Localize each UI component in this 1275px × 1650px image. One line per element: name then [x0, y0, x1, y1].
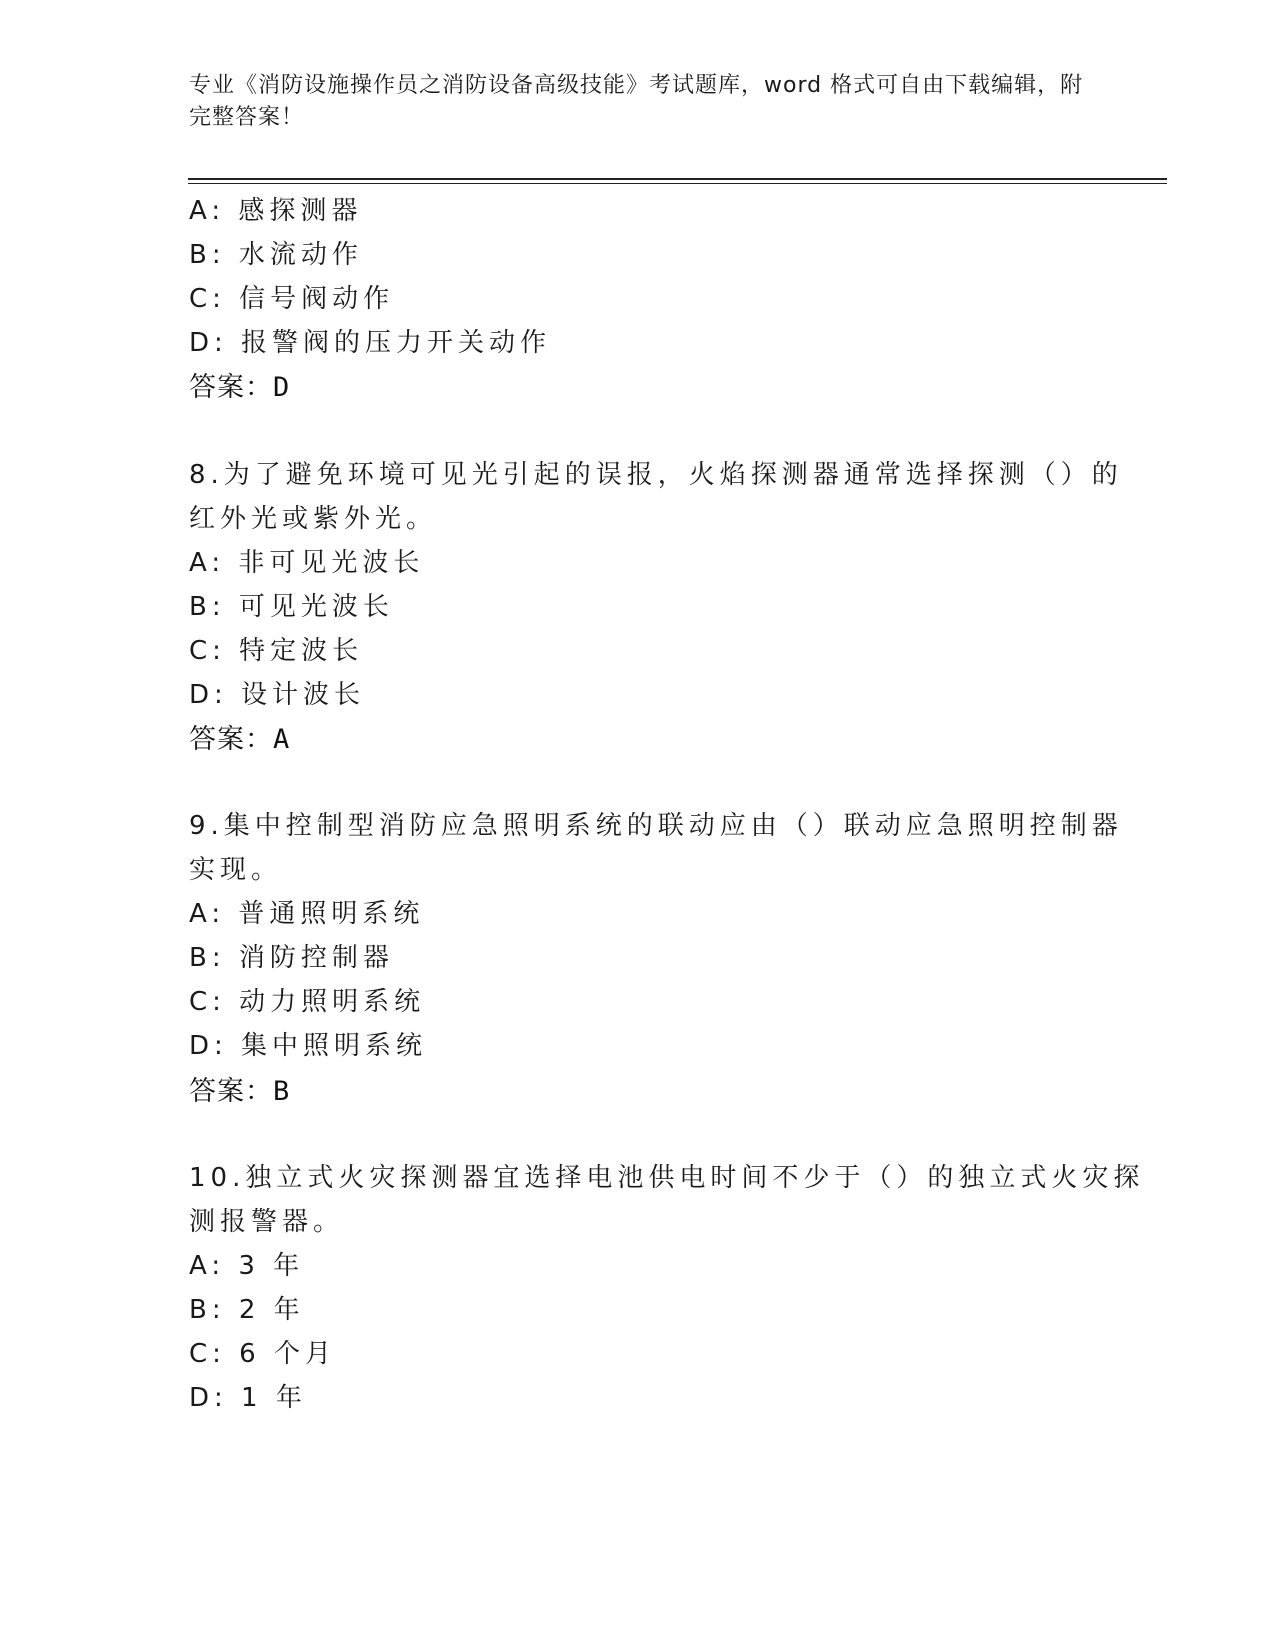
- answer-label: 答案：: [189, 724, 273, 755]
- answer-value: D: [273, 372, 291, 403]
- option-d: D: 设计波长: [189, 680, 366, 710]
- header-divider-thin: [188, 183, 1167, 184]
- option-b: B: 2 年: [189, 1295, 305, 1325]
- header-divider-thick: [188, 178, 1167, 180]
- option-d: D: 集中照明系统: [189, 1031, 428, 1061]
- document-intro: 专业《消防设施操作员之消防设备高级技能》考试题库，word 格式可自由下载编辑，附完整答案！: [189, 73, 1084, 130]
- option-c: C: 特定波长: [189, 636, 364, 666]
- question-8-stem: 8.为了避免环境可见光引起的误报，火焰探测器通常选择探测（）的: [189, 460, 1123, 490]
- option-a: A: 感探测器: [189, 196, 363, 226]
- answer-label: 答案：: [189, 372, 273, 403]
- option-b: B: 水流动作: [189, 240, 363, 270]
- option-c: C: 动力照明系统: [189, 987, 426, 1017]
- answer-value: B: [273, 1076, 291, 1107]
- question-9-stem-cont: 实现。: [189, 855, 283, 885]
- answer-line: [189, 717, 290, 756]
- question-10-stem: 10.独立式火灾探测器宜选择电池供电时间不少于（）的独立式火灾探: [189, 1163, 1145, 1193]
- option-a: A: 3 年: [189, 1251, 305, 1281]
- option-d: D: 报警阀的压力开关动作: [189, 328, 552, 358]
- question-9-stem: 9.集中控制型消防应急照明系统的联动应由（）联动应急照明控制器: [189, 811, 1123, 841]
- option-a: A: 非可见光波长: [189, 548, 425, 578]
- answer-line: [189, 1069, 290, 1108]
- option-b: B: 可见光波长: [189, 592, 394, 622]
- option-d: D: 1 年: [189, 1383, 307, 1413]
- question-8-stem-cont: 红外光或紫外光。: [189, 504, 438, 534]
- option-c: C: 6 个月: [189, 1339, 336, 1369]
- answer-line: [189, 365, 290, 404]
- answer-value: A: [273, 724, 291, 755]
- question-10-stem-cont: 测报警器。: [189, 1207, 345, 1237]
- answer-label: 答案：: [189, 1076, 273, 1107]
- option-a: A: 普通照明系统: [189, 899, 425, 929]
- option-c: C: 信号阀动作: [189, 284, 395, 314]
- option-b: B: 消防控制器: [189, 943, 394, 973]
